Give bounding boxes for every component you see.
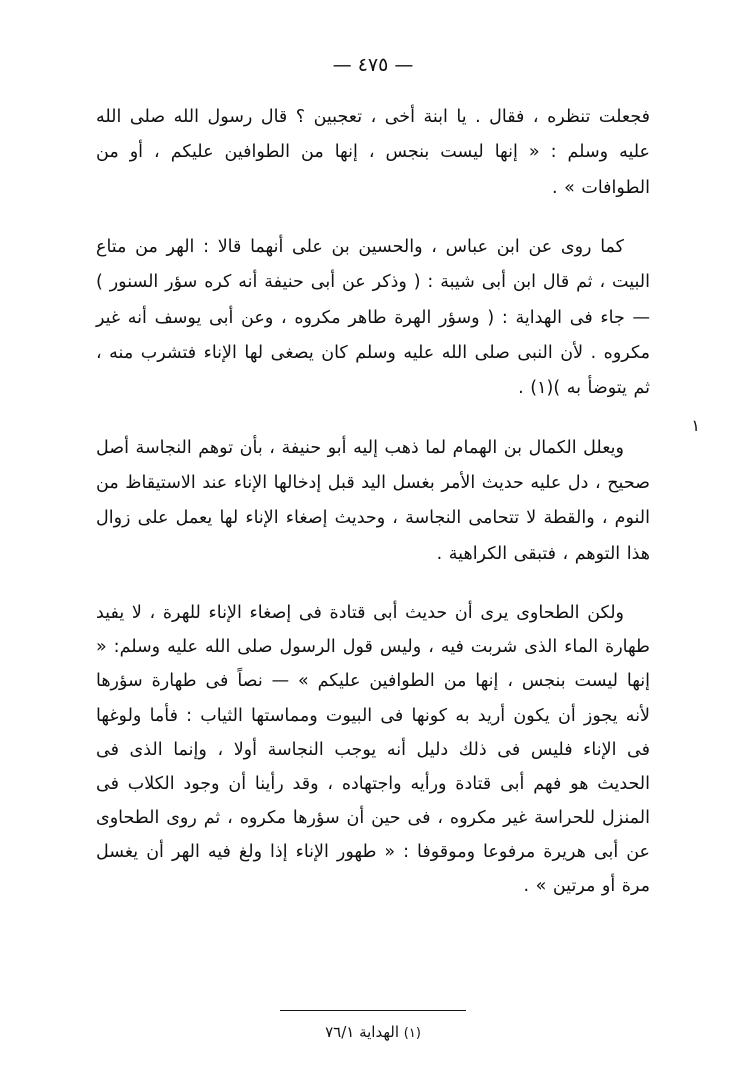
paragraph-2: كما روى عن ابن عباس ، والحسين بن على أنهما قالا : الهر من متاع البيت ، ثم قال ابن أبى شيبة : ( وذكر عن أبى حنيفة أنه كره سؤر السنور ) — جاء فى الهداية : ( وسؤر الهرة طاهر مكروه ، وعن أبى يوسف أنه غير مكروه . لأن النبى صلى الله عليه وسلم كان يصغى لها الإناء فتشرب منه ، ثم يتوضأ به )(١) . xyxy=(96,237,650,399)
footnote-divider xyxy=(280,1010,466,1011)
paragraph-4: ولكن الطحاوى يرى أن حديث أبى قتادة فى إصغاء الإناء للهرة ، لا يفيد طهارة الماء الذى شربت فيه ، وليس قول الرسول صلى الله عليه وسلم: « إنها ليست بنجس ، إنها من الطوافين عليكم » — نصاً فى طهارة سؤرها لأنه يجوز أن يكون أريد به كونها فى البيوت ومماستها الثياب : فأما ولوغها فى الإناء فليس فى ذلك دليل أنه يوجب النجاسة أولا ، وإنما الذى فى الحديث هو فهم أبى قتادة ورأيه واجتهاده ، وقد رأينا أن وجود الكلاب فى المنزل للحراسة غير مكروه ، فى حين أن سؤرها مكروه ، ثم روى الطحاوى عن أبى هريرة مرفوعا وموقوفا : « طهور الإناء إذا ولغ فيه الهر أن يغسل مرة أو مرتين » . xyxy=(96,603,650,897)
paragraph-1: فجعلت تنظره ، فقال . يا ابنة أخى ، تعجبين ؟ قال رسول الله صلى الله عليه وسلم : « إنها ليست بنجس ، إنها من الطوافين عليكم ، أو من الطوافات » . xyxy=(96,107,650,198)
footnote-number: (١) xyxy=(403,1026,421,1041)
footnote-area xyxy=(96,1010,650,1041)
footnote-reference: الهداية ٧٦/١ xyxy=(325,1023,399,1041)
paragraph-3: ويعلل الكمال بن الهمام لما ذهب إليه أبو حنيفة ، بأن توهم النجاسة أصل صحيح ، دل عليه حديث الأمر بغسل اليد قبل إدخالها الإناء عند الاستيقاظ من النوم ، والقطة لا تتحامى النجاسة ، وحديث إصغاء الإناء لها يعمل على زوال هذا التوهم ، فتبقى الكراهية . xyxy=(96,437,650,564)
marginal-note-mark: ١ xyxy=(691,416,700,435)
body-text xyxy=(96,100,650,927)
footnote-line xyxy=(96,1023,650,1041)
page-number: — ٤٧٥ — xyxy=(332,54,414,76)
